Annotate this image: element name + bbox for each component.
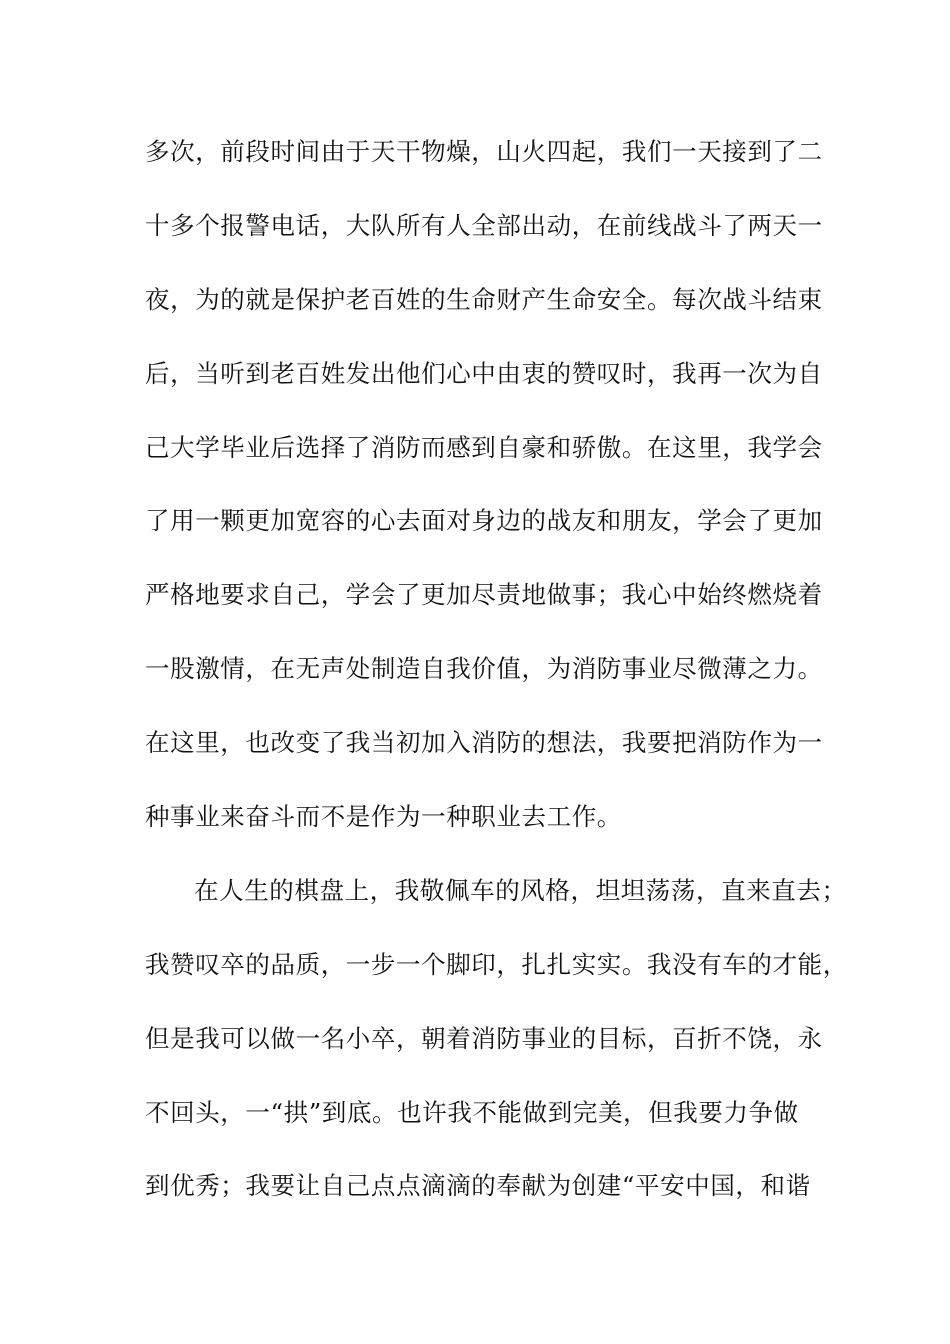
text-line: 不回头，一“拱”到底。也许我不能做到完美，但我要力争做 xyxy=(145,1097,799,1127)
text-line: 种事业来奋斗而不是作为一种职业去工作。 xyxy=(145,802,622,832)
text-line: 了用一颗更加宽容的心去面对身边的战友和朋友，学会了更加 xyxy=(145,506,823,536)
text-line: 在这里，也改变了我当初加入消防的想法，我要把消防作为一 xyxy=(145,728,823,758)
body-text xyxy=(145,126,848,1234)
text-line: 己大学毕业后选择了消防而感到自豪和骄傲。在这里，我学会 xyxy=(145,432,823,462)
text-line: 后，当听到老百姓发出他们心中由衷的赞叹时，我再一次为自 xyxy=(145,358,823,388)
text-line: 十多个报警电话，大队所有人全部出动，在前线战斗了两天一 xyxy=(145,210,823,240)
text-line: 严格地要求自己，学会了更加尽责地做事；我心中始终燃烧着 xyxy=(145,580,823,610)
text-line: 多次，前段时间由于天干物燥，山火四起，我们一天接到了二 xyxy=(145,137,823,166)
text-line: 一股激情，在无声处制造自我价值，为消防事业尽微薄之力。 xyxy=(145,654,823,684)
paragraph-start-line: 在人生的棋盘上，我敬佩车的风格，坦坦荡荡，直来直去； xyxy=(194,875,847,905)
text-line: 但是我可以做一名小卒，朝着消防事业的目标，百折不饶，永 xyxy=(145,1023,823,1053)
text-line: 到优秀；我要让自己点点滴滴的奉献为创建“平安中国，和谐 xyxy=(145,1171,811,1201)
text-line: 夜，为的就是保护老百姓的生命财产生命安全。每次战斗结束 xyxy=(145,284,823,314)
text-line: 我赞叹卒的品质，一步一个脚印，扎扎实实。我没有车的才能， xyxy=(145,949,848,979)
